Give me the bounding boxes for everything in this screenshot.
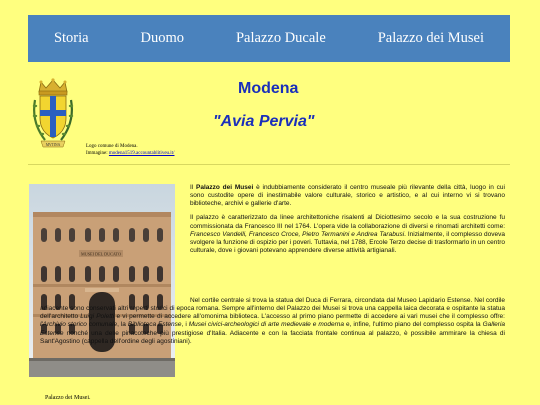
photo-caption: Palazzo dei Musei. — [45, 395, 91, 401]
modena-coat-of-arms — [31, 78, 75, 152]
main-navbar — [28, 15, 510, 62]
page-title: Modena — [238, 80, 299, 97]
logo-caption-line1: Logo comune di Modena. — [86, 144, 138, 149]
palazzo-dei-musei-photo — [29, 184, 175, 377]
header-divider — [28, 164, 510, 165]
nav-link-palazzo-dei-musei[interactable]: Palazzo dei Musei — [377, 30, 485, 46]
paragraph-intro: Il Palazzo dei Musei è indubbiamente considerato il centro museale più rilevante della città, luogo in cui sono custodite opere di inestimabile valore culturale, storico e artistico, e al cui interno vi si trovano biblioteche, archivi e gallerie d'arte. — [190, 184, 505, 208]
nav-link-palazzo-ducale[interactable]: Palazzo Ducale — [235, 30, 326, 46]
logo-caption-line2 — [86, 150, 174, 157]
architects-italic: Francesco Vandelli, Francesco Croce, Pietro Termanini e Andrea Tarabusi — [190, 230, 405, 238]
paragraph-courtyard: Nel cortile centrale si trova la statua del Duca di Ferrara, circondata dal Museo Lapidario Estense. Nel cordile adiacente sono conservati altri reperti storici di epoca romana. Sempre all'interno del Palazzo dei Musei si trova una cappella laica decorata e ospitante la statua dell'architetto Luigi Poletti e vi permette di accedere all'omonima biblioteca. L'accesso al primo piano permette di accedere ai vari musei che il complesso offre: l'Archivio storico comunale, la Biblioteca Estense, i Musei civici-archeologici di arte medievale e moderna e, infine, l'ultimo piano del complesso ospita la Galleria Estense nonché una delle pinacoteche più prestigiose d'Italia. Adiacente e con la facciata frontale continua al palazzo, è possibile ammirare la chiesa di Sant'Agostino (cappella dell'ordine degli agostiniani). — [40, 297, 506, 345]
logo-caption — [86, 143, 174, 157]
logo-source-link[interactable]: modena1519.accountablitiveu.it/ — [108, 151, 175, 156]
photo-sign-text: MUSEI DEL DUCATO — [80, 251, 122, 257]
logo-caption-prefix: Immagine: — [86, 151, 109, 156]
paragraph-history: Il palazzo è caratterizzato da linee architettoniche risalenti al Diciottesimo secolo e la sua costruzione fu commissionata da Francesco III nel 1764. L'opera vide la collaborazione di diversi e rinomati architetti come: Francesco Vandelli, Francesco Croce, Pietro Termanini e Andrea Tarabusi. Inizialmente, il complesso doveva svolgere la funzione di ospizio per i poveri. Tuttavia, nel 1788, Ercole Terzo decise di trasformarlo in un centro culturale, dove i giovani potevano apprendere diverse attività artigianali. — [190, 214, 506, 255]
main-content — [190, 184, 505, 261]
nav-link-storia[interactable]: Storia — [53, 30, 89, 46]
city-motto: "Avia Pervia" — [213, 113, 315, 130]
emblem-ribbon-text: MVTINA — [45, 142, 61, 147]
palazzo-name-bold: Palazzo dei Musei — [196, 184, 254, 191]
nav-link-duomo[interactable]: Duomo — [140, 30, 185, 46]
